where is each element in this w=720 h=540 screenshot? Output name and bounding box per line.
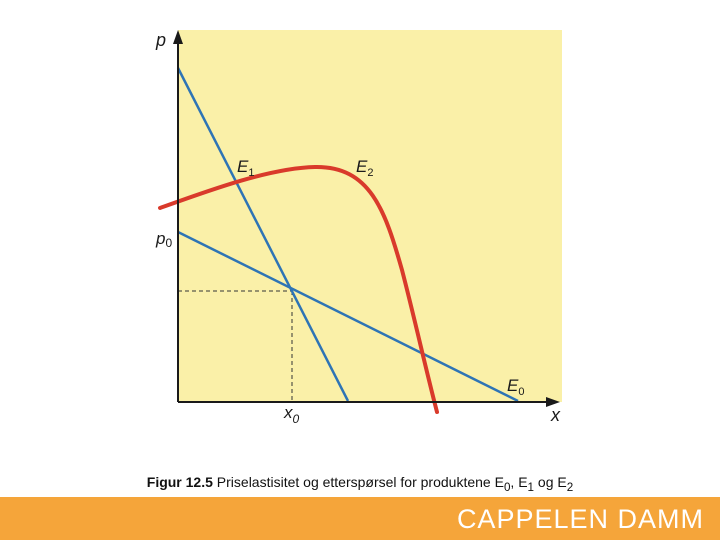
y-axis-label: p: [156, 30, 167, 50]
figure-caption: [0, 474, 720, 494]
price-label-sub: 0: [165, 236, 173, 250]
caption-text-1: Priselastisitet og etterspørsel for produktene E: [212, 474, 504, 490]
caption-text-3: og E: [534, 474, 567, 490]
plot-area: [178, 30, 562, 402]
curve-label-e1-sub: 1: [248, 167, 255, 179]
quantity-label-sub: 0: [292, 412, 300, 426]
curve-label-e2-base: E: [356, 157, 368, 176]
caption-text-2: , E: [510, 474, 528, 490]
price-label: [155, 229, 172, 250]
curve-label-e2-sub: 2: [367, 167, 374, 179]
curve-label-e1-base: E: [237, 157, 249, 176]
caption-sub-3: 2: [566, 480, 574, 494]
curve-label-e0-base: E: [507, 376, 519, 395]
caption-sub-2: 1: [527, 480, 535, 494]
x-axis-label: x: [551, 405, 560, 425]
footer-bar: [0, 497, 720, 540]
quantity-label: [283, 403, 300, 426]
publisher-logo: CAPPELEN DAMM: [456, 504, 704, 534]
caption-sub-1: 0: [503, 480, 511, 494]
caption-prefix: Figur 12.5: [146, 474, 213, 490]
price-label-base: p: [156, 229, 166, 248]
curve-label-e0-sub: 0: [518, 386, 525, 398]
quantity-label-base: x: [284, 403, 293, 422]
